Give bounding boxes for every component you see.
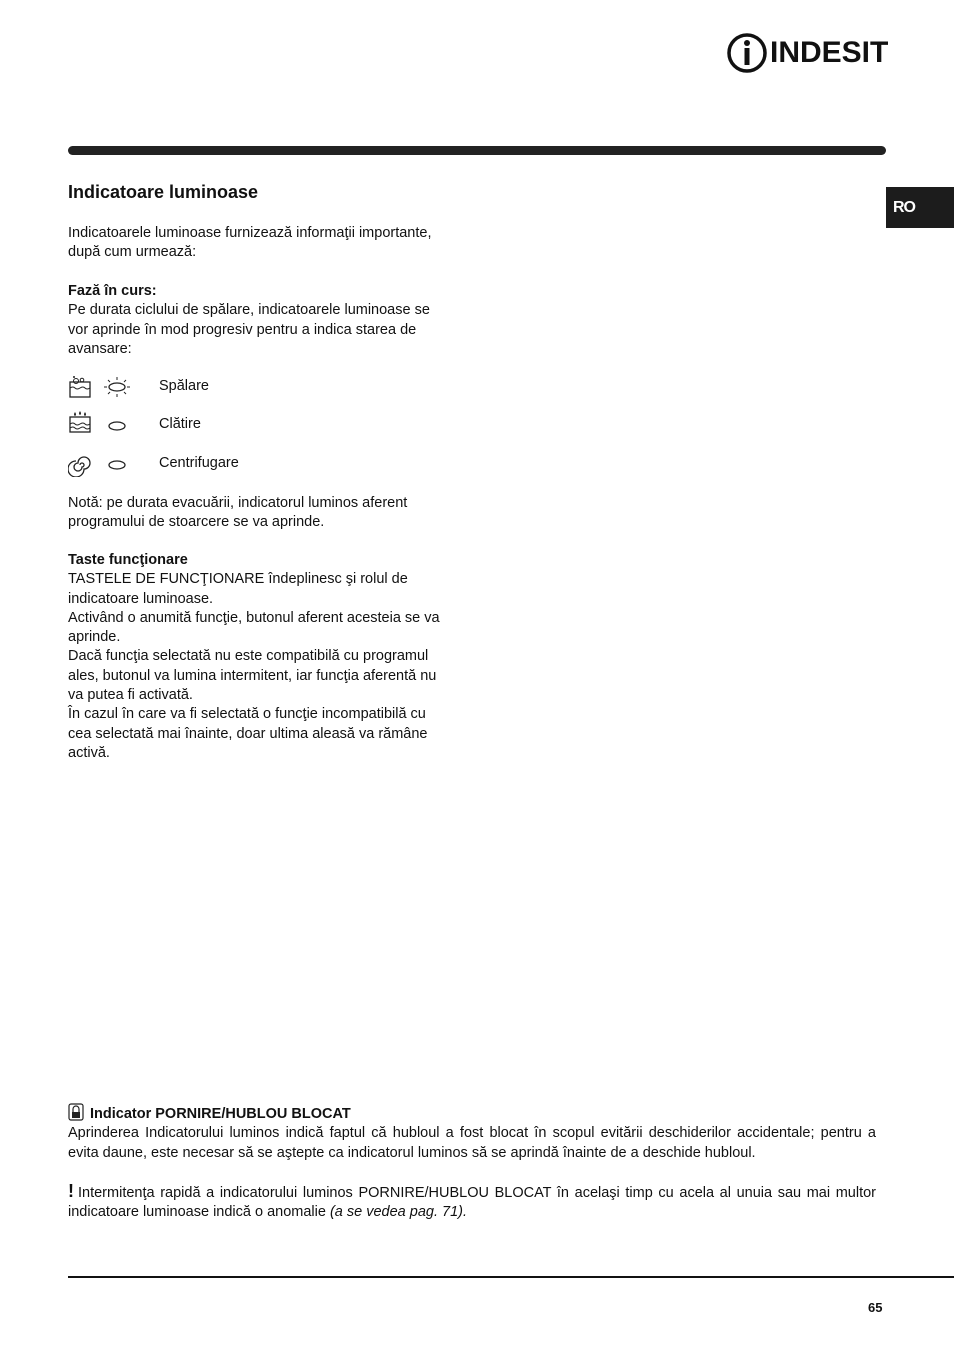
function-keys-line: În cazul în care va fi selectată o funcţie incompatibilă cu cea selectată mai înainte, doar ultima aleasă va rămâne activă. [68, 706, 428, 761]
rinse-tub-icon [68, 410, 92, 434]
language-tab: RO [886, 187, 954, 228]
phase-block [68, 282, 443, 359]
led-off-icon [102, 414, 132, 438]
brand-logo [726, 32, 888, 74]
door-lock-heading: Indicator PORNIRE/HUBLOU BLOCAT [90, 1106, 351, 1122]
warning-text: Intermitenţa rapidă a indicatorului luminos PORNIRE/HUBLOU BLOCAT în acelaşi timp cu acela al unuia sau mai multor indicatoare luminoase indică o anomalie [68, 1184, 876, 1221]
spin-spiral-icon [68, 453, 92, 477]
indicator-row-rinse [68, 410, 368, 438]
wash-tub-icon [68, 375, 92, 399]
warning-page-ref: (a se vedea pag. 71). [329, 1204, 468, 1221]
phase-text: Pe durata ciclului de spălare, indicatoarele luminoase se vor aprinde în mod progresiv pentru a indica starea de avansare: [68, 302, 430, 357]
indicator-label-wash: Spălare [159, 378, 209, 394]
door-lock-heading-line [68, 1103, 876, 1124]
brand-logo-text: INDESIT [770, 36, 889, 69]
indicator-label-rinse: Clătire [159, 416, 201, 432]
warning-mark: ! [68, 1180, 74, 1201]
section-title: Indicatoare luminoase [68, 182, 259, 202]
indicator-label-spin: Centrifugare [159, 455, 239, 471]
intro-text: Indicatoarele luminoase furnizează informaţii importante, după cum urmează: [68, 225, 432, 261]
function-keys-heading: Taste funcţionare [68, 552, 188, 568]
door-lock-warning [68, 1182, 876, 1223]
bottom-divider [68, 1276, 954, 1278]
indesit-logo-icon [726, 32, 768, 74]
function-keys-line: TASTELE DE FUNCŢIONARE îndeplinesc şi rolul de indicatoare luminoase. [68, 571, 408, 607]
function-keys-line: Dacă funcţia selectată nu este compatibilă cu programul ales, butonul va lumina intermitent, iar funcţia aferentă nu va putea fi activată. [68, 648, 437, 704]
function-keys-block [68, 551, 443, 763]
door-lock-block [68, 1103, 876, 1222]
led-off-icon [102, 453, 132, 477]
phase-heading: Fază în curs: [68, 283, 157, 299]
indicator-row-wash [68, 375, 368, 403]
led-lit-icon [102, 375, 132, 399]
padlock-icon [68, 1103, 84, 1121]
intro-paragraph [68, 224, 443, 263]
page-number: 65 [868, 1300, 883, 1315]
indicator-row-spin [68, 453, 368, 481]
door-lock-text: Aprinderea Indicatorului luminos indică faptul că hubloul a fost blocat în scopul evitării deschiderilor accidentale; pentru a evita daune, este necesar să se aştepte ca indicatorul luminos să se aprindă înainte de a deschide hubloul. [68, 1125, 876, 1161]
function-keys-line: Activând o anumită funcţie, butonul aferent acesteia se va aprinde. [68, 609, 440, 646]
note-text: Notă: pe durata evacuării, indicatorul luminos aferent programului de stoarcere se va aprinde. [68, 495, 408, 531]
top-divider [68, 146, 886, 155]
note-paragraph [68, 494, 443, 533]
